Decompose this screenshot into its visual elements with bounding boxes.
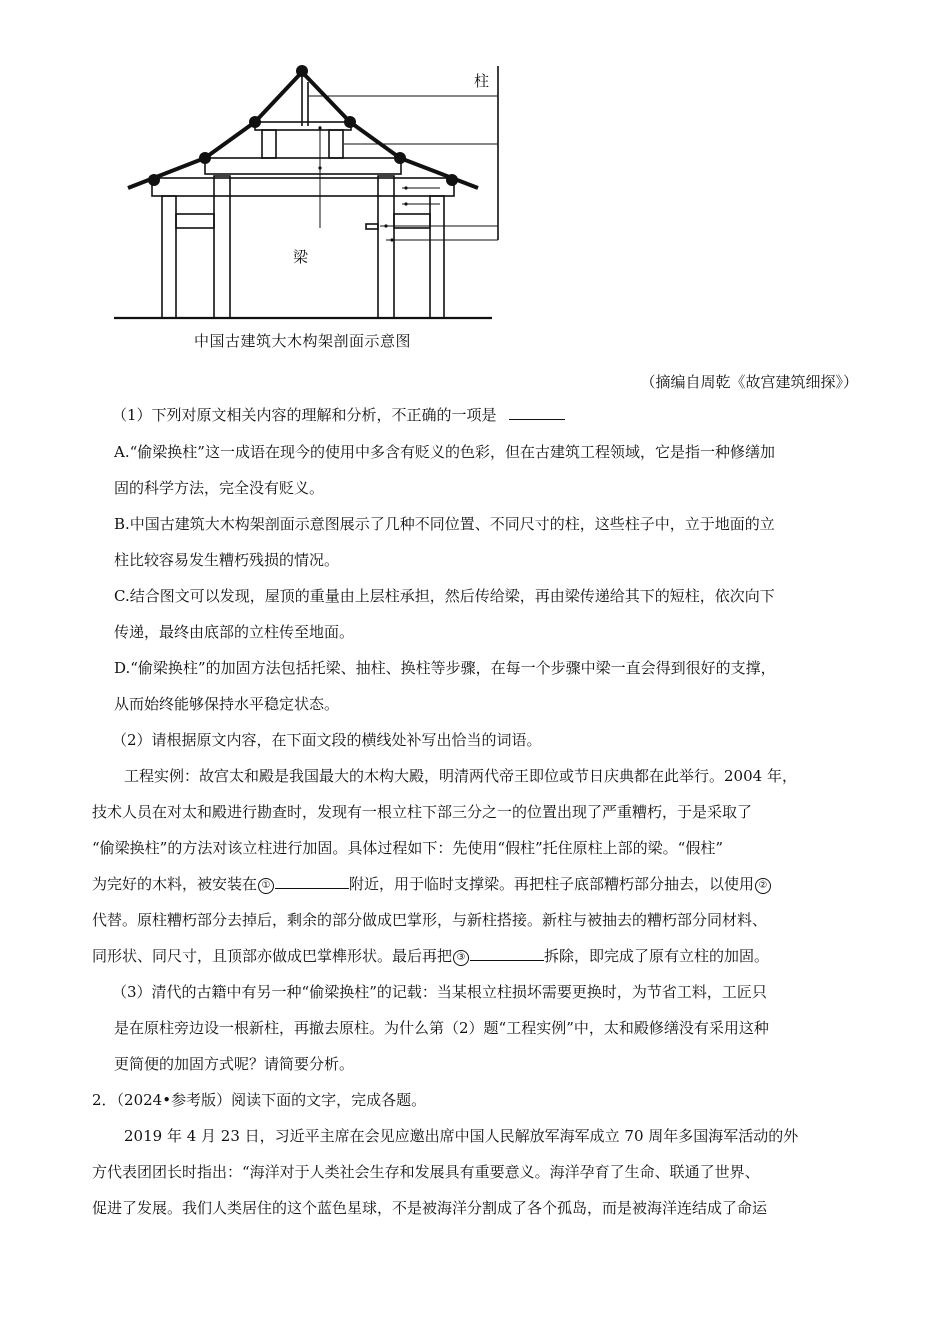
section-2-line3: 促进了发展。我们人类居住的这个蓝色星球，不是被海洋分割成了各个孤岛，而是被海洋连结成了命运 bbox=[92, 1199, 768, 1217]
blank-marker-2: ② bbox=[755, 878, 771, 894]
timber-frame-diagram bbox=[110, 58, 510, 358]
q2-para-line1: 工程实例：故宫太和殿是我国最大的木构大殿，明清两代帝王即位或节日庆典都在此举行。2004 年， bbox=[124, 767, 797, 785]
option-a-line1: A.“偷梁换柱”这一成语在现今的使用中多含有贬义的色彩，但在古建筑工程领域，它是指一种修缮加 bbox=[114, 443, 775, 461]
q1-stem bbox=[112, 405, 565, 425]
blank-marker-1: ① bbox=[258, 878, 274, 894]
q2-para-line4 bbox=[92, 874, 772, 894]
beam-label: 梁 bbox=[293, 248, 309, 266]
fill-blank-3 bbox=[470, 946, 544, 961]
q2-text-segment: 拆除，即完成了原有立柱的加固。 bbox=[544, 947, 770, 965]
source-citation: （摘编自周乾《故宫建筑细探》） bbox=[640, 373, 858, 391]
answer-blank bbox=[509, 405, 565, 420]
q2-para-line2: 技术人员在对太和殿进行勘查时，发现有一根立柱下部三分之一的位置出现了严重糟朽，于是采取了 bbox=[92, 803, 753, 821]
blank-marker-3: ③ bbox=[453, 950, 469, 966]
q2-para-line6 bbox=[92, 946, 769, 966]
figure-caption: 中国古建筑大木构架剖面示意图 bbox=[194, 332, 412, 350]
q2-stem: （2）请根据原文内容，在下面文段的横线处补写出恰当的词语。 bbox=[112, 731, 542, 749]
option-d-line1: D.“偷梁换柱”的加固方法包括托梁、抽柱、换柱等步骤，在每一个步骤中梁一直会得到很好的支撑， bbox=[114, 659, 776, 677]
option-a-line2: 固的科学方法，完全没有贬义。 bbox=[114, 479, 325, 497]
option-c-line1: C.结合图文可以发现，屋顶的重量由上层柱承担，然后传给梁，再由梁传递给其下的短柱，依次向下 bbox=[114, 587, 775, 605]
option-c-line2: 传递，最终由底部的立柱传至地面。 bbox=[114, 623, 355, 641]
option-b-line2: 柱比较容易发生糟朽残损的情况。 bbox=[114, 551, 340, 569]
timber-frame-drawing bbox=[110, 58, 510, 328]
q3-line3: 更简便的加固方式呢？请简要分析。 bbox=[114, 1055, 355, 1073]
q2-text-segment: 为完好的木料，被安装在 bbox=[92, 875, 258, 893]
q2-text-segment: 附近，用于临时支撑梁。再把柱子底部糟朽部分抽去，以使用 bbox=[349, 875, 755, 893]
section-2-line2: 方代表团团长时指出：“海洋对于人类社会生存和发展具有重要意义。海洋孕育了生命、联通了世界、 bbox=[92, 1163, 760, 1181]
q3-line1: （3）清代的古籍中有另一种“偷梁换柱”的记载：当某根立柱损坏需要更换时，为节省工料，工匠只 bbox=[112, 983, 767, 1001]
option-b-line1: B.中国古建筑大木构架剖面示意图展示了几种不同位置、不同尺寸的柱，这些柱子中，立于地面的立 bbox=[114, 515, 775, 533]
section-2-line1: 2019 年 4 月 23 日，习近平主席在会见应邀出席中国人民解放军海军成立 70 周年多国海军活动的外 bbox=[124, 1127, 799, 1145]
fill-blank-1 bbox=[275, 874, 349, 889]
q2-para-line3: “偷梁换柱”的方法对该立柱进行加固。具体过程如下：先使用“假柱”托住原柱上部的梁。“假柱” bbox=[92, 839, 724, 857]
q2-para-line5: 代替。原柱糟朽部分去掉后，剩余的部分做成巴掌形，与新柱搭接。新柱与被抽去的糟朽部分同材料、 bbox=[92, 911, 768, 929]
section-2-heading: 2．（2024•参考版）阅读下面的文字，完成各题。 bbox=[92, 1091, 427, 1109]
q1-stem-text: （1）下列对原文相关内容的理解和分析，不正确的一项是 bbox=[112, 406, 497, 424]
option-d-line2: 从而始终能够保持水平稳定状态。 bbox=[114, 695, 340, 713]
q3-line2: 是在原柱旁边设一根新柱，再撤去原柱。为什么第（2）题“工程实例”中，太和殿修缮没有采用这种 bbox=[114, 1019, 769, 1037]
q2-text-segment: 同形状、同尺寸，且顶部亦做成巴掌榫形状。最后再把 bbox=[92, 947, 453, 965]
column-label: 柱 bbox=[474, 72, 490, 90]
